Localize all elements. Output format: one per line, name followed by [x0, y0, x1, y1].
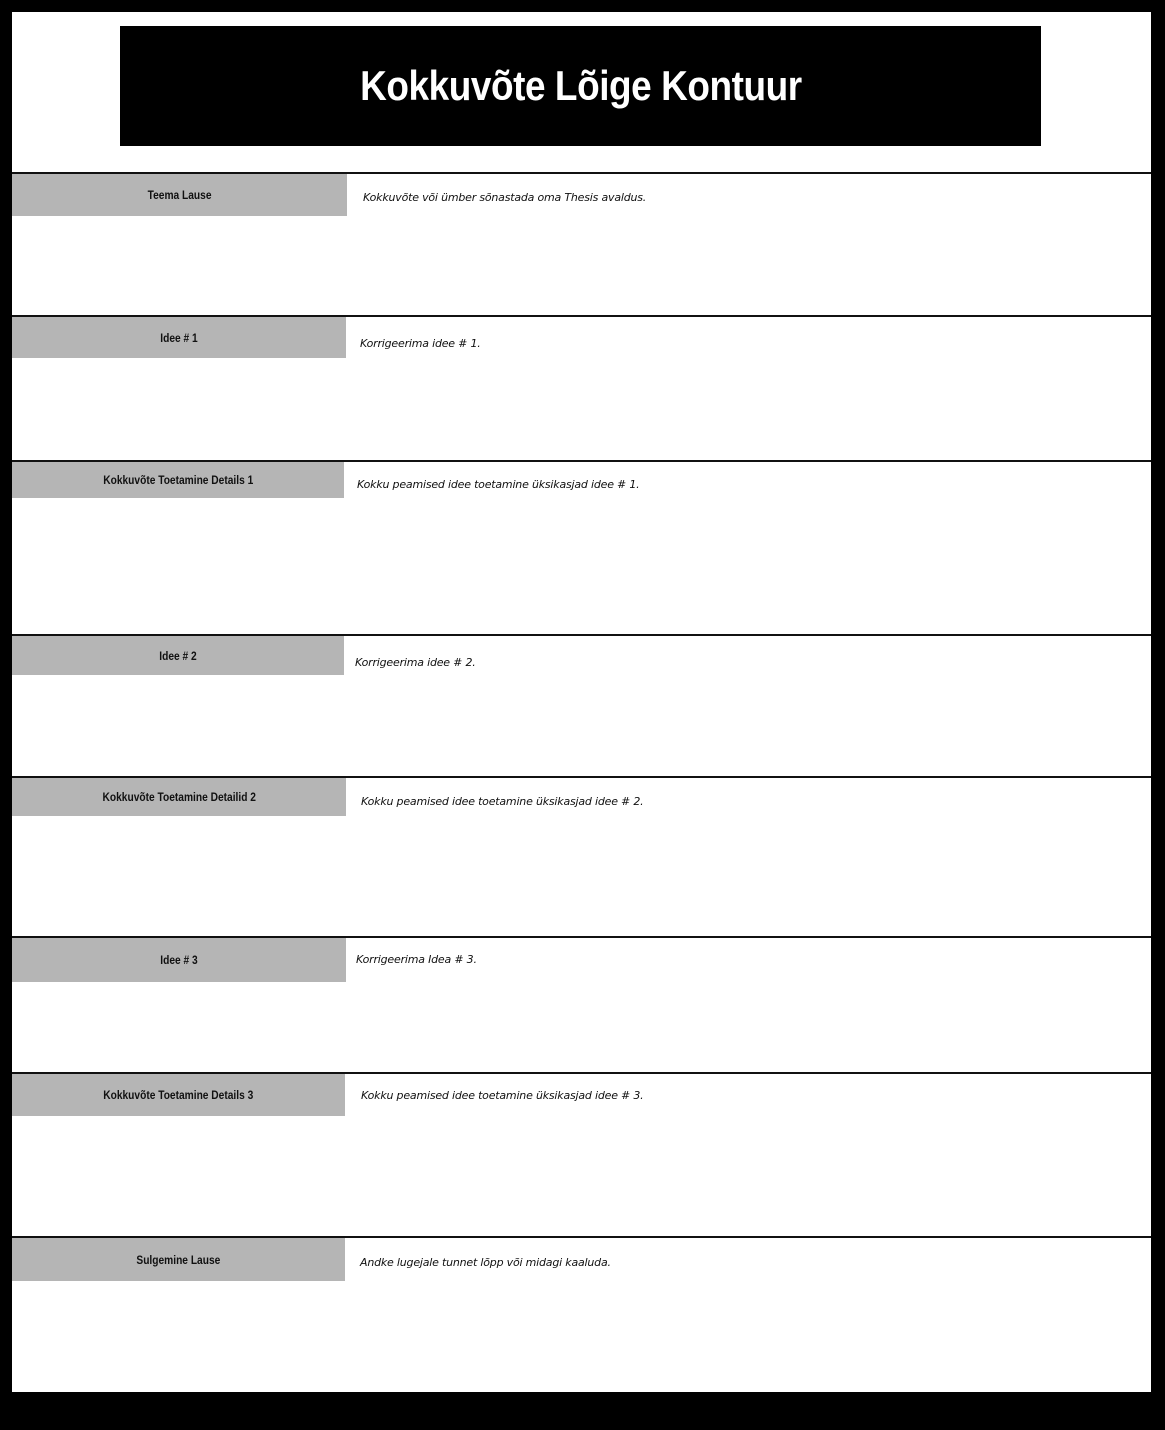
- row-label-text: Idee # 3: [160, 953, 198, 967]
- row-label-text: Kokkuvõte Toetamine Details 1: [102, 473, 254, 487]
- row-supporting-details-2: [12, 776, 1151, 936]
- row-label-text: Teema Lause: [147, 188, 212, 202]
- row-prompt[interactable]: Kokkuvõte või ümber sõnastada oma Thesis avaldus.: [363, 191, 647, 204]
- row-prompt[interactable]: Korrigeerima idee # 1.: [360, 337, 481, 350]
- row-prompt[interactable]: Korrigeerima idee # 2.: [355, 656, 476, 669]
- row-supporting-details-3: [12, 1072, 1151, 1236]
- row-closing-sentence: [12, 1236, 1151, 1392]
- row-label-text: Kokkuvõte Toetamine Details 3: [103, 1088, 254, 1102]
- row-label: [12, 778, 346, 816]
- row-prompt[interactable]: Korrigeerima Idea # 3.: [356, 953, 477, 966]
- worksheet-page: [12, 12, 1151, 1392]
- row-topic-sentence: [12, 172, 1151, 315]
- row-prompt[interactable]: Andke lugejale tunnet lõpp või midagi kaaluda.: [360, 1256, 611, 1269]
- row-label-text: Idee # 2: [159, 648, 197, 663]
- row-label-text: Kokkuvõte Toetamine Detailid 2: [102, 790, 256, 804]
- row-label-text: Sulgemine Lause: [136, 1252, 221, 1267]
- row-prompt[interactable]: Kokku peamised idee toetamine üksikasjad idee # 2.: [361, 795, 644, 808]
- row-label: [12, 1074, 345, 1116]
- title-banner: [120, 26, 1041, 146]
- row-supporting-details-1: [12, 460, 1151, 634]
- row-idea-2: [12, 634, 1151, 776]
- page-title: Kokkuvõte Lõige Kontuur: [359, 62, 802, 109]
- row-idea-3: [12, 936, 1151, 1072]
- row-prompt[interactable]: Kokku peamised idee toetamine üksikasjad idee # 3.: [361, 1089, 644, 1102]
- row-label: [12, 1238, 345, 1281]
- row-label: [12, 462, 344, 498]
- row-idea-1: [12, 315, 1151, 460]
- row-prompt[interactable]: Kokku peamised idee toetamine üksikasjad idee # 1.: [357, 478, 640, 491]
- row-label: [12, 636, 344, 675]
- row-label-text: Idee # 1: [160, 330, 198, 345]
- row-label: [12, 317, 346, 358]
- row-label: [12, 174, 347, 216]
- row-label: [12, 938, 346, 982]
